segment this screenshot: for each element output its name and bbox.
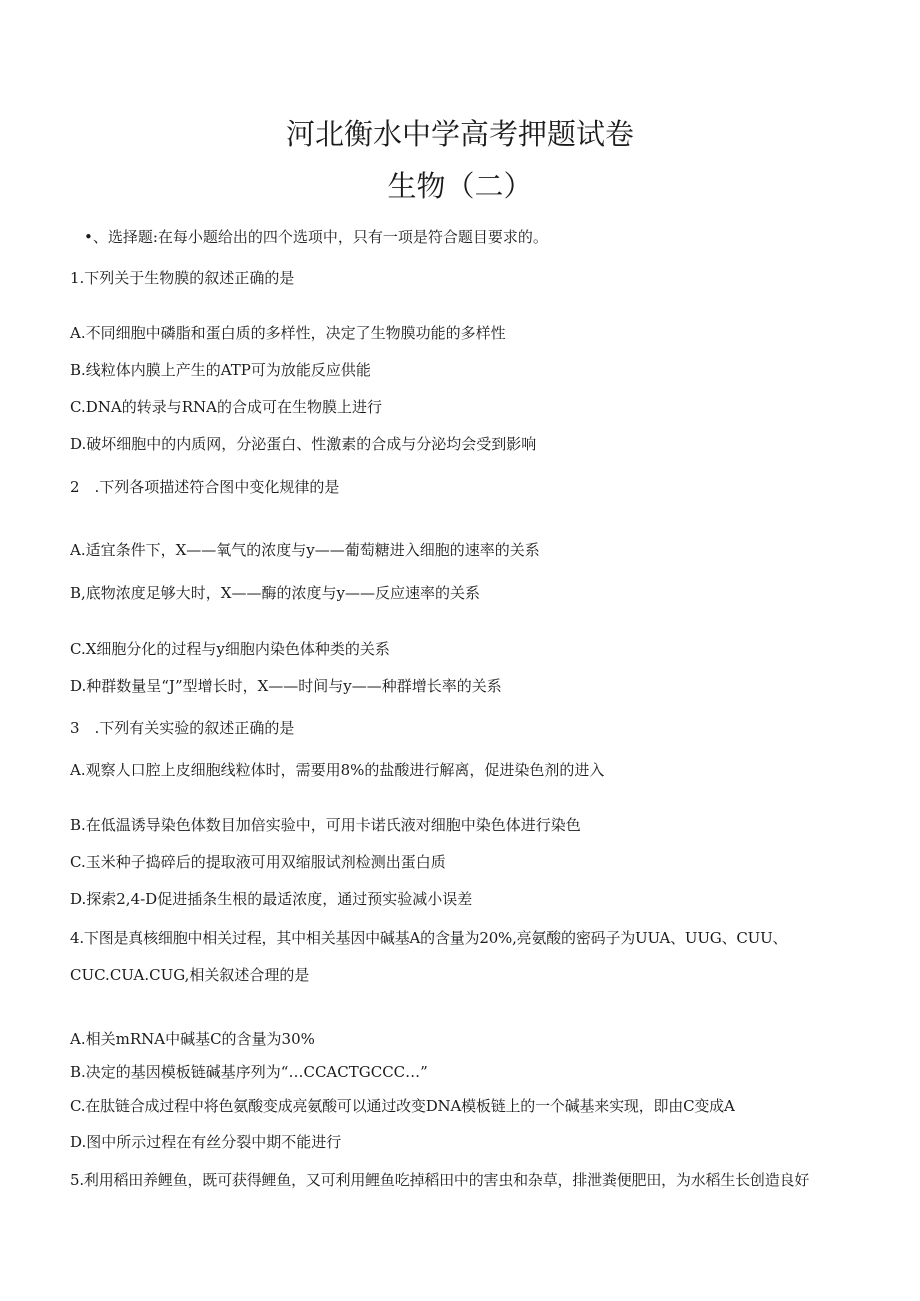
exam-subtitle: 生物（二） (387, 169, 533, 203)
question-3-option-b: B.在低温诱导染色体数目加倍实验中，可用卡诺氏液对细胞中染色体进行染色 (70, 816, 581, 834)
exam-title: 河北衡水中学高考押题试卷 (285, 117, 634, 151)
question-1-option-b: B.线粒体内膜上产生的ATP可为放能反应供能 (70, 361, 371, 379)
question-1-stem: 1.下列关于生物膜的叙述正确的是 (70, 269, 295, 287)
question-2-option-b: B,底物浓度足够大时，X——酶的浓度与y——反应速率的关系 (70, 584, 480, 602)
question-3-stem: 3 .下列有关实验的叙述正确的是 (70, 719, 295, 737)
question-5-stem: 5.利用稻田养鲤鱼，既可获得鲤鱼，又可利用鲤鱼吃掉稻田中的害虫和杂草，排泄粪便肥田，为水稻生长创造良好 (70, 1171, 810, 1189)
question-4-stem-continued: CUC.CUA.CUG,相关叙述合理的是 (70, 966, 310, 984)
question-2-option-c: C.X细胞分化的过程与y细胞内染色体种类的关系 (70, 640, 390, 658)
question-3-option-d: D.探索2,4-D促进插条生根的最适浓度，通过预实验减小误差 (70, 890, 473, 908)
question-1-option-c: C.DNA的转录与RNA的合成可在生物膜上进行 (70, 398, 382, 416)
question-4-option-c: C.在肽链合成过程中将色氨酸变成亮氨酸可以通过改变DNA模板链上的一个碱基来实现，即由C变成A (70, 1097, 735, 1115)
section-heading: •、选择题:在每小题给出的四个选项中，只有一项是符合题目要求的。 (84, 228, 548, 246)
question-4-option-d: D.图中所示过程在有丝分裂中期不能进行 (70, 1133, 342, 1151)
question-4-stem: 4.下图是真核细胞中相关过程，其中相关基因中碱基A的含量为20%,亮氨酸的密码子为UUA、UUG、CUU、 (70, 929, 788, 947)
question-2-option-a: A.适宜条件下，X——氧气的浓度与y——葡萄糖进入细胞的速率的关系 (70, 541, 540, 559)
question-1-option-d: D.破坏细胞中的内质网，分泌蛋白、性激素的合成与分泌均会受到影响 (70, 435, 537, 453)
question-3-option-c: C.玉米种子捣碎后的提取液可用双缩服试剂检测出蛋白质 (70, 853, 446, 871)
question-2-option-d: D.种群数量呈“J”型增长时，X——时间与y——种群增长率的关系 (70, 677, 502, 695)
question-1-option-a: A.不同细胞中磷脂和蛋白质的多样性，决定了生物膜功能的多样性 (70, 324, 506, 342)
question-2-stem: 2 .下列各项描述符合图中变化规律的是 (70, 478, 340, 496)
question-4-option-b: B.决定的基因模板链碱基序列为“…CCACTGCCC…” (70, 1063, 428, 1081)
question-3-option-a: A.观察人口腔上皮细胞线粒体时，需要用8%的盐酸进行解离，促进染色剂的进入 (70, 761, 605, 779)
question-4-option-a: A.相关mRNA中碱基C的含量为30% (70, 1030, 315, 1048)
